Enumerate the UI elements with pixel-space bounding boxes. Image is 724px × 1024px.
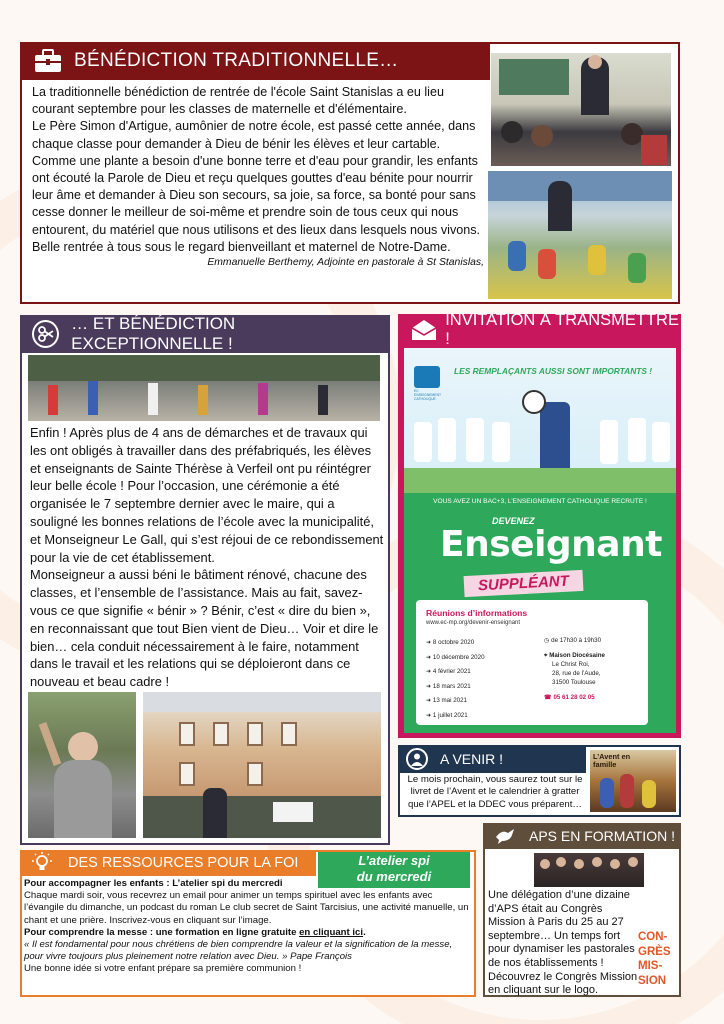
poster-tagline: VOUS AVEZ UN BAC+3, L’ENSEIGNEMENT CATHOLIQUE RECRUTE ! xyxy=(433,498,647,505)
section2-paragraph: Monseigneur a aussi béni le bâtiment rénové, chacune des classes, et l’ensemble de l’assistance. Mais au fait, savez-vous ce que signifie « bénir » ? Bénir, c’est « dire du bien », en reconnaissant que tout Bien vient de Dieu… Voir et dire le bien… cela conduit nécessairement à le faire, notamment dans le travail et les relations qui se déploieront dans ce nouveau et beau cadre ! xyxy=(30,567,379,690)
poster-banner: LES REMPLAÇANTS AUSSI SONT IMPORTANTS ! xyxy=(454,366,653,376)
phone-icon: ☎ 05 61 28 02 05 xyxy=(544,694,595,701)
congres-mission-logo[interactable] xyxy=(638,930,678,992)
section1-title: BÉNÉDICTION TRADITIONNELLE… xyxy=(74,50,399,71)
section2-body xyxy=(30,424,384,691)
avent-en-famille-image[interactable] xyxy=(590,750,676,812)
congres-logo-line: SION xyxy=(638,974,667,987)
section1-paragraph: La traditionnelle bénédiction de rentrée de l'école Saint Stanislas a eu lieu courant septembre pour les classes de maternelle et d'élémentaire. xyxy=(32,85,444,117)
briefcase-icon xyxy=(32,47,64,75)
clock-icon: ◷ de 17h30 à 19h30 xyxy=(544,637,602,644)
pin-icon: ⌖ Maison Diocésaine xyxy=(544,652,605,659)
poster-address: 31500 Toulouse xyxy=(552,679,596,686)
section6-text: Une délégation d’une dizaine d’APS était au Congrès Mission à Paris du 25 au 27 septembre… Un temps fort pour dynamiser les pastorales de nos établissements ! Découvrez le Congrès Mission en cliquant sur le logo. xyxy=(488,889,638,997)
section1-paragraph: Belle rentrée à tous sous le regard bienveillant et maternel de Notre-Dame. xyxy=(32,239,451,254)
congres-logo-line: MIS- xyxy=(638,960,663,972)
section1-paragraph: Le Père Simon d'Artigue, aumônier de notre école, est passé cette année, dans chaque classe pour demander à Dieu de bénir les élèves et leur cartable. Comme une plante a besoin d'une bonne terre et d'eau pour grandir, les enfants ont écouté la Parole de Dieu et reçu quelques gouttes d'eau bénite pour nourrir leur âme et demander à Dieu son secours, sa joie, sa force, sa bonté pour sans cesse donner le meilleur de soi-même et prendre soin de tous ceux qui nous entourent, du matériel que nous utilisons et des lieux dans lesquels nous vivons. xyxy=(32,119,481,237)
section2-paragraph: Enfin ! Après plus de 4 ans de démarches et de travaux qui les ont obligés à travailler dans des préfabriqués, les élèves et enseignants de Sainte Thérèse à Verfeil ont pu réintégrer leur belle école ! Pour l’occasion, une cérémonie a été organisée le 7 septembre dernier avec le maire, qui a souligné les bonnes relations de l’école avec la municipalité, et Monseigneur Le Gall, qui s’est réjoui de ce rebondissement pour la vie de cet établissement. xyxy=(30,425,384,565)
congres-logo-line: GRÈS xyxy=(638,945,671,958)
lightbulb-icon xyxy=(30,852,54,874)
poster-enseignant: Enseignant xyxy=(440,524,662,565)
envelope-icon xyxy=(410,318,437,342)
section4-title: A VENIR ! xyxy=(440,751,504,767)
photo-kindergarten-class xyxy=(488,171,672,299)
person-icon xyxy=(406,748,428,770)
photo-priest-classroom xyxy=(491,53,671,166)
avent-caption: L’Avent en famille xyxy=(593,752,631,769)
section3-header xyxy=(398,311,681,348)
section5-title: DES RESSOURCES POUR LA FOI xyxy=(68,855,299,871)
section5-paragraph: Chaque mardi soir, vous recevrez un email pour animer un temps spirituel avec les enfants avec l’évangile du dimanche, un podcast du roman Le club secret de Saint Tarcisius, une activité manuelle, un chant et une prière. Inscrivez-vous en cliquant sur l’image. xyxy=(24,890,469,926)
poster-date: ➜ 18 mars 2021 xyxy=(426,682,471,690)
section2-header xyxy=(20,315,390,353)
section4-header xyxy=(398,745,586,773)
formation-link[interactable]: en cliquant ici xyxy=(299,926,364,938)
atelier-spi-line1: L’atelier spi xyxy=(358,853,430,868)
section5-closing: Une bonne idée si votre enfant prépare sa première communion ! xyxy=(24,963,302,975)
section1-header xyxy=(20,42,490,80)
poster-address: 28, rue de l’Aude, xyxy=(552,670,601,677)
section3-title: INVITATION À TRANSMETTRE ! xyxy=(445,311,679,348)
section5-body xyxy=(24,878,472,976)
section1-body xyxy=(32,84,484,269)
section4-text: Le mois prochain, vous saurez tout sur le livret de l’Avent et le calendrier à gratter que l’APEL et la DDEC vous préparent… xyxy=(407,774,583,810)
poster-info-card xyxy=(416,600,648,725)
atelier-spi-line2: du mercredi xyxy=(356,869,432,884)
ribbon-scissors-icon xyxy=(32,320,59,348)
photo-bishop-blessing xyxy=(28,692,136,838)
recruitment-poster[interactable] xyxy=(404,348,676,733)
poster-dates-list xyxy=(426,636,536,724)
poster-football-image xyxy=(404,388,676,493)
poster-reunions-title: Réunions d’informations xyxy=(426,608,528,618)
section5-header xyxy=(20,850,316,876)
photo-schoolyard-ceremony xyxy=(28,355,380,421)
poster-reunions-url: www.ec-mp.org/devenir-enseignant xyxy=(426,620,521,626)
section5-heading2-end: . xyxy=(363,926,366,938)
poster-date: ➜ 1 juillet 2021 xyxy=(426,711,468,719)
section5-heading xyxy=(24,927,472,939)
section1-signature: Emmanuelle Berthemy, Adjointe en pastorale à St Stanislas, xyxy=(207,257,484,269)
poster-devenez: DEVENEZ xyxy=(492,516,535,526)
photo-congres-delegation xyxy=(534,853,644,887)
section6-title: APS EN FORMATION ! xyxy=(529,828,675,844)
poster-date: ➜ 13 mai 2021 xyxy=(426,697,467,705)
section5-heading: Pour accompagner les enfants : L’atelier spi du mercredi xyxy=(24,878,283,889)
poster-suppleant: SUPPLÉANT xyxy=(464,570,584,597)
ec-logo-text: EC ENSEIGNEMENT CATHOLIQUE xyxy=(414,389,442,401)
section2-title: … ET BÉNÉDICTION EXCEPTIONNELLE ! xyxy=(71,314,236,353)
congres-logo-line: CON- xyxy=(638,931,668,943)
section5-heading2: Pour comprendre la messe : une formation en ligne gratuite xyxy=(24,926,300,938)
poster-address: Le Christ Roi, xyxy=(552,661,590,668)
poster-date: ➜ 10 décembre 2020 xyxy=(426,653,485,661)
photo-renovated-building xyxy=(143,692,381,838)
pope-quote: « Il est fondamental pour nous chrétiens de bien comprendre la valeur et la signification de la messe, pour vivre toujours plus pleinement notre relation avec Dieu. » Pape François xyxy=(24,939,453,963)
section6-header xyxy=(483,823,681,849)
poster-date: ➜ 4 février 2021 xyxy=(426,668,471,676)
poster-venue-block xyxy=(544,636,644,702)
poster-date: ➜ 8 octobre 2020 xyxy=(426,639,475,646)
dove-icon xyxy=(493,826,519,846)
